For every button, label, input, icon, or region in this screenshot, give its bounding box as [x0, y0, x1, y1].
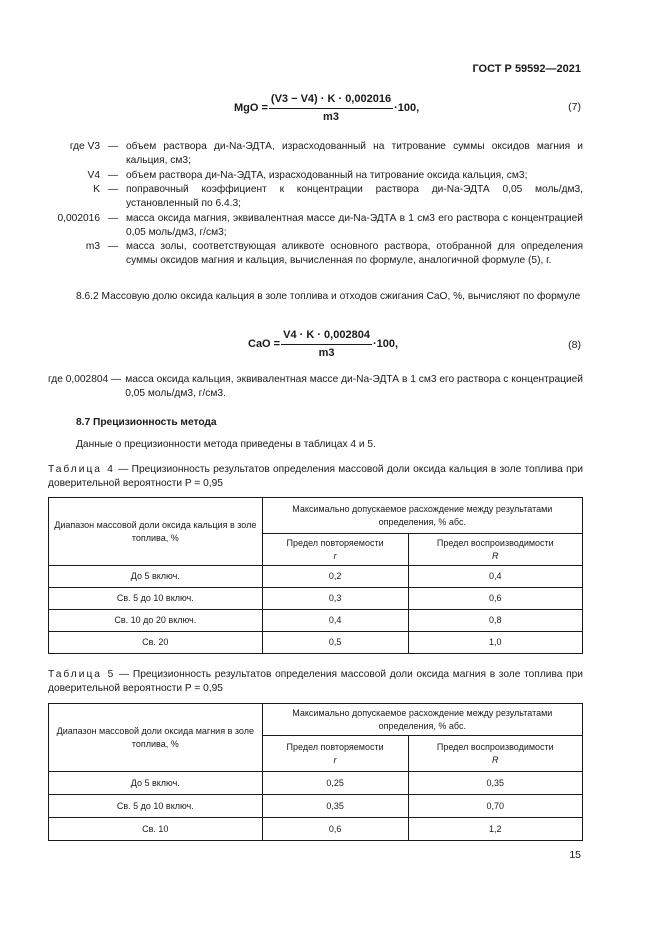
table-caption-text: — Прецизионность результатов определения массовой доли оксида магния в золе топлива при доверительной вероятности P = 0,95: [48, 669, 583, 694]
table-cell: 0,70: [408, 795, 582, 818]
table-label: Таблица 4: [48, 464, 115, 475]
formula-lhs: CaO =: [248, 337, 281, 350]
definition-symbol: где 0,002804 —: [48, 374, 122, 385]
table-cell: До 5 включ.: [49, 772, 263, 795]
formula-lhs: MgO =: [234, 101, 268, 114]
definition-text: объем раствора ди-Na-ЭДТА, израсходованный на титрование суммы оксидов магния и кальция, см3;: [126, 141, 583, 166]
formula-tail: ·100,: [394, 101, 420, 114]
formula-fraction: [281, 328, 372, 361]
document-id: ГОСТ Р 59592—2021: [472, 63, 581, 75]
table-cell: 0,25: [262, 772, 408, 795]
table-cell: 0,6: [262, 818, 408, 841]
definition-row: [48, 183, 583, 211]
table-header-repeatability: [262, 534, 408, 566]
table-row: [49, 795, 583, 818]
formula-fraction: [269, 92, 393, 125]
header-label: Предел повторяемости: [286, 742, 384, 753]
table-header-group: Максимально допускаемое расхождение между результатами определения, % абс.: [262, 704, 582, 736]
table-row: [49, 632, 583, 654]
table-header-range: Диапазон массовой доли оксида кальция в золе топлива, %: [49, 498, 263, 566]
definition-symbol: где V3: [69, 141, 100, 152]
table-cell: 0,35: [408, 772, 582, 795]
table-cell: Св. 20: [49, 632, 263, 654]
table-row: [49, 818, 583, 841]
table-cell: 0,35: [262, 795, 408, 818]
formula-8: [248, 328, 398, 361]
table-cell: 0,4: [262, 610, 408, 632]
definition-symbol: V4: [87, 169, 100, 181]
definition-row: [48, 140, 583, 168]
table-4: [48, 497, 583, 654]
table-label: Таблица 5: [48, 669, 116, 680]
definition-row: [48, 169, 583, 183]
definition-dash: —: [107, 184, 119, 196]
table-cell: 1,0: [408, 632, 582, 654]
header-label: Предел воспроизводимости: [436, 538, 554, 549]
definition-dash: —: [107, 241, 119, 253]
table-cell: 0,3: [262, 588, 408, 610]
formula-tail: ·100,: [372, 337, 399, 350]
definition-symbol: K: [93, 184, 100, 196]
definition-text: объем раствора ди-Na-ЭДТА, израсходованный на титрование оксида кальция, см3;: [126, 169, 528, 181]
formula-numerator: (V3 − V4) · K · 0,002016: [269, 92, 393, 109]
table-cell: Св. 10: [49, 818, 263, 841]
table-cell: Св. 5 до 10 включ.: [49, 588, 263, 610]
table-cell: 0,6: [408, 588, 582, 610]
table-cell: Св. 10 до 20 включ.: [49, 610, 263, 632]
table-row: [49, 610, 583, 632]
table-header-range: Диапазон массовой доли оксида магния в золе топлива, %: [49, 704, 263, 772]
equation-number-7: (7): [568, 101, 581, 113]
table-cell: Св. 5 до 10 включ.: [49, 795, 263, 818]
formula-denominator: m3: [318, 346, 335, 359]
header-symbol: R: [492, 550, 499, 561]
header-label: Предел воспроизводимости: [436, 742, 554, 753]
definition-dash: —: [107, 141, 119, 152]
header-symbol: R: [492, 754, 499, 765]
definition-row: [48, 240, 583, 268]
definition-symbol: 0,002016: [57, 212, 100, 224]
definition-symbol: m3: [85, 241, 100, 253]
table-caption-text: — Прецизионность результатов определения массовой доли оксида кальция в золе топлива при доверительной вероятности P = 0,95: [48, 464, 583, 489]
definition-row: [48, 373, 583, 401]
header-symbol: r: [333, 550, 337, 561]
table-row: [49, 566, 583, 588]
table-cell: 1,2: [408, 818, 582, 841]
table-5: [48, 703, 583, 841]
definition-text: масса оксида кальция, эквивалентная массе ди-Na-ЭДТА в 1 см3 его раствора с концентрацией 0,05 моль/дм3, г/см3.: [125, 374, 583, 399]
formula-denominator: m3: [323, 110, 339, 123]
section-title-8-7: 8.7 Прецизионность метода: [76, 417, 217, 428]
table-cell: 0,8: [408, 610, 582, 632]
table-cell: До 5 включ.: [49, 566, 263, 588]
table-cell: 0,2: [262, 566, 408, 588]
definition-8: [48, 373, 583, 402]
table-row: [49, 772, 583, 795]
formula-numerator: V4 · K · 0,002804: [281, 328, 372, 345]
table-row: [49, 588, 583, 610]
paragraph-8-6-2: 8.6.2 Массовую долю оксида кальция в золе топлива и отходов сжигания CaO, %, вычисляют по формуле: [76, 291, 581, 302]
formula-7: [234, 92, 419, 125]
equation-number-8: (8): [568, 339, 581, 351]
table-cell: 0,5: [262, 632, 408, 654]
table-header-repeatability: [262, 736, 408, 772]
header-symbol: r: [333, 754, 337, 765]
definition-text: масса оксида магния, эквивалентная массе ди-Na-ЭДТА в 1 см3 его раствора с концентрацией 0,05 моль/дм3, г/см3;: [126, 212, 583, 238]
table-header-reproducibility: [408, 534, 582, 566]
section-text-8-7: Данные о прецизионности метода приведены в таблицах 4 и 5.: [76, 439, 376, 450]
table-cell: 0,4: [408, 566, 582, 588]
definition-dash: —: [107, 169, 119, 181]
definition-text: поправочный коэффициент к концентрации раствора ди-Na-ЭДТА 0,05 моль/дм3, установленный по 6.4.3;: [126, 184, 583, 210]
table-5-caption: [48, 668, 583, 696]
definition-dash: —: [107, 212, 119, 224]
header-label: Предел повторяемости: [286, 538, 384, 549]
table-header-reproducibility: [408, 736, 582, 772]
table-4-caption: [48, 463, 583, 491]
table-header-group: Максимально допускаемое расхождение между результатами определения, % абс.: [262, 498, 582, 534]
definitions-list: [48, 140, 583, 269]
page-number: 15: [569, 849, 581, 861]
definition-text: масса золы, соответствующая аликвоте основного раствора, отобранной для определения суммы оксидов магния и кальция, вычисленная по формуле, аналогичной формуле (5), г.: [126, 241, 583, 267]
definition-row: [48, 212, 583, 240]
